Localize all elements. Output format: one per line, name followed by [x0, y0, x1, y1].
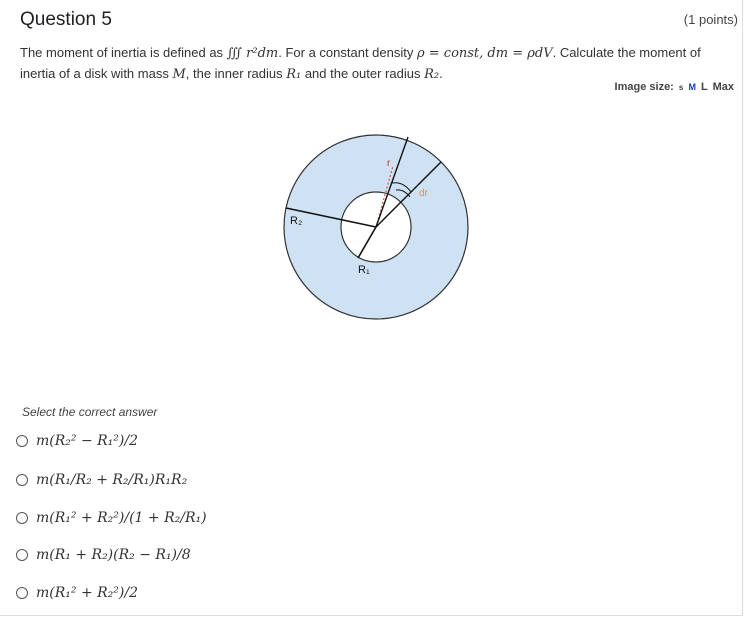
answer-option-2[interactable] — [16, 469, 187, 491]
question-text-calc: . Calculate the moment of inertia of a disk with mass — [20, 45, 701, 81]
answer-option-text: m(R₂² − R₁²)/2 — [36, 433, 138, 449]
answer-option-4[interactable] — [16, 544, 191, 566]
math-integral: ∭ r²dm — [226, 46, 279, 61]
label-dr: dr — [419, 188, 428, 199]
math-r1: R₁ — [286, 67, 302, 82]
math-mass: M — [172, 67, 186, 82]
answer-option-text: m(R₁ + R₂)(R₂ − R₁)/8 — [36, 547, 191, 563]
image-size-label: Image size: — [614, 81, 674, 93]
radio-button[interactable] — [16, 587, 28, 599]
question-title: Question 5 — [20, 9, 112, 30]
image-size-selector — [615, 81, 734, 93]
math-density: ρ = const, dm = ρdV — [416, 46, 553, 61]
question-text — [20, 43, 720, 85]
image-size-max[interactable]: Max — [712, 81, 734, 93]
disk-figure — [279, 128, 475, 324]
radio-button[interactable] — [16, 474, 28, 486]
image-size-s[interactable]: s — [678, 83, 684, 92]
answer-option-3[interactable] — [16, 507, 207, 529]
math-r2: R₂ — [424, 67, 440, 82]
radio-button[interactable] — [16, 435, 28, 447]
answer-option-text: m(R₁² + R₂²)/(1 + R₂/R₁) — [36, 510, 207, 526]
label-r: r — [387, 158, 391, 169]
answer-option-text: m(R₁² + R₂²)/2 — [36, 585, 138, 601]
answer-option-1[interactable] — [16, 430, 138, 452]
question-text-inner: , the inner radius — [185, 66, 287, 81]
question-text-end: . — [439, 66, 443, 81]
label-r1: R₁ — [358, 264, 370, 276]
answer-prompt: Select the correct answer — [22, 405, 158, 419]
image-size-m[interactable]: M — [688, 82, 696, 92]
question-text-constant: . For a constant density — [278, 45, 417, 60]
question-text-outer: and the outer radius — [301, 66, 425, 81]
label-r2: R₂ — [290, 215, 303, 227]
question-points: (1 points) — [683, 12, 738, 27]
question-text-intro: The moment of inertia is defined as — [20, 45, 227, 60]
image-size-l[interactable]: L — [701, 81, 708, 93]
radio-button[interactable] — [16, 549, 28, 561]
answer-option-5[interactable] — [16, 582, 138, 604]
radio-button[interactable] — [16, 512, 28, 524]
answer-option-text: m(R₁/R₂ + R₂/R₁)R₁R₂ — [36, 472, 188, 488]
